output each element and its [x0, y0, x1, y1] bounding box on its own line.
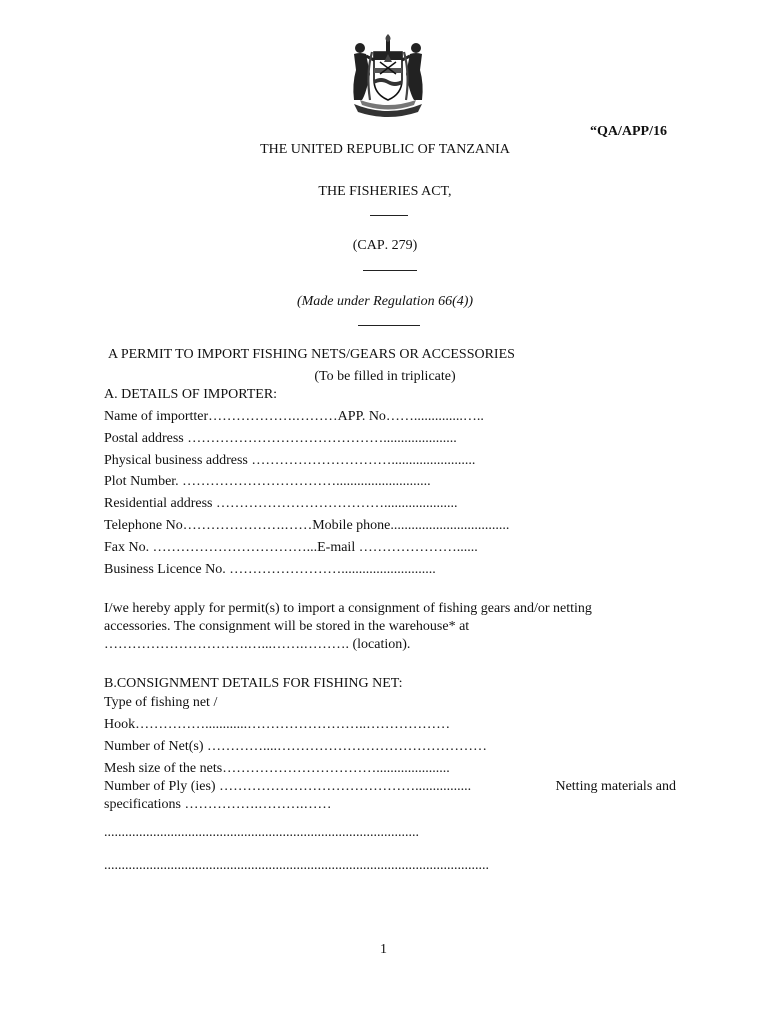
- application-statement-line-2: accessories. The consignment will be stored in the warehouse* at: [104, 619, 470, 634]
- permit-subtitle: (To be filled in triplicate): [314, 369, 456, 384]
- cap-reference: (CAP. 279): [352, 238, 418, 253]
- field-plot-number: Plot Number. ……………………………...........................: [104, 474, 431, 489]
- field-netting-materials: Netting materials and: [555, 779, 676, 794]
- field-number-of-nets: Number of Net(s) …………....………………………………………: [104, 739, 488, 754]
- field-business-licence: Business Licence No. ……………………...........................: [104, 562, 436, 577]
- act-title: THE FISHERIES ACT,: [318, 184, 452, 199]
- field-specifications: specifications …………….……….……: [104, 797, 332, 812]
- field-name-of-importer: Name of importter……………….………APP. No……..............…..: [104, 409, 484, 424]
- divider-rule: [363, 270, 417, 271]
- field-telephone-mobile: Telephone No………………….……Mobile phone..................................: [104, 518, 510, 533]
- field-physical-business-address: Physical business address …………………………........................: [104, 453, 476, 468]
- field-fax-email: Fax No. ……………………………...E-mail …………………......: [104, 540, 478, 555]
- field-type-of-fishing-net: Type of fishing net /: [104, 695, 218, 710]
- field-postal-address: Postal address …………………………………….....................: [104, 431, 457, 446]
- permit-title: A PERMIT TO IMPORT FISHING NETS/GEARS OR ACCESSORIES: [108, 347, 515, 362]
- application-statement-line-1: I/we hereby apply for permit(s) to import a consignment of fishing gears and/or netting: [104, 601, 592, 616]
- coat-of-arms-emblem: [340, 34, 436, 118]
- field-hook: Hook……………............……………………..………………: [104, 717, 451, 732]
- blank-line-1: ..........................................................................................: [104, 825, 419, 840]
- field-residential-address: Residential address ……………………………….....................: [104, 496, 458, 511]
- section-a-heading: A. DETAILS OF IMPORTER:: [104, 387, 278, 402]
- divider-rule: [358, 325, 420, 326]
- application-statement-location: ………………………….…...…….………. (location).: [104, 637, 411, 652]
- blank-line-2: ..............................................................................................................: [104, 858, 489, 873]
- section-b-heading: B.CONSIGNMENT DETAILS FOR FISHING NET:: [104, 676, 403, 691]
- field-mesh-size: Mesh size of the nets…………………………….....................: [104, 761, 450, 776]
- page-number: 1: [380, 942, 387, 957]
- regulation-reference: (Made under Regulation 66(4)): [296, 294, 474, 309]
- country-title: THE UNITED REPUBLIC OF TANZANIA: [260, 142, 510, 157]
- field-number-of-ply-row: [104, 779, 676, 795]
- form-code: “QA/APP/16: [590, 124, 667, 139]
- divider-rule: [370, 215, 408, 216]
- field-number-of-ply: Number of Ply (ies) ……………………………………................: [104, 779, 472, 794]
